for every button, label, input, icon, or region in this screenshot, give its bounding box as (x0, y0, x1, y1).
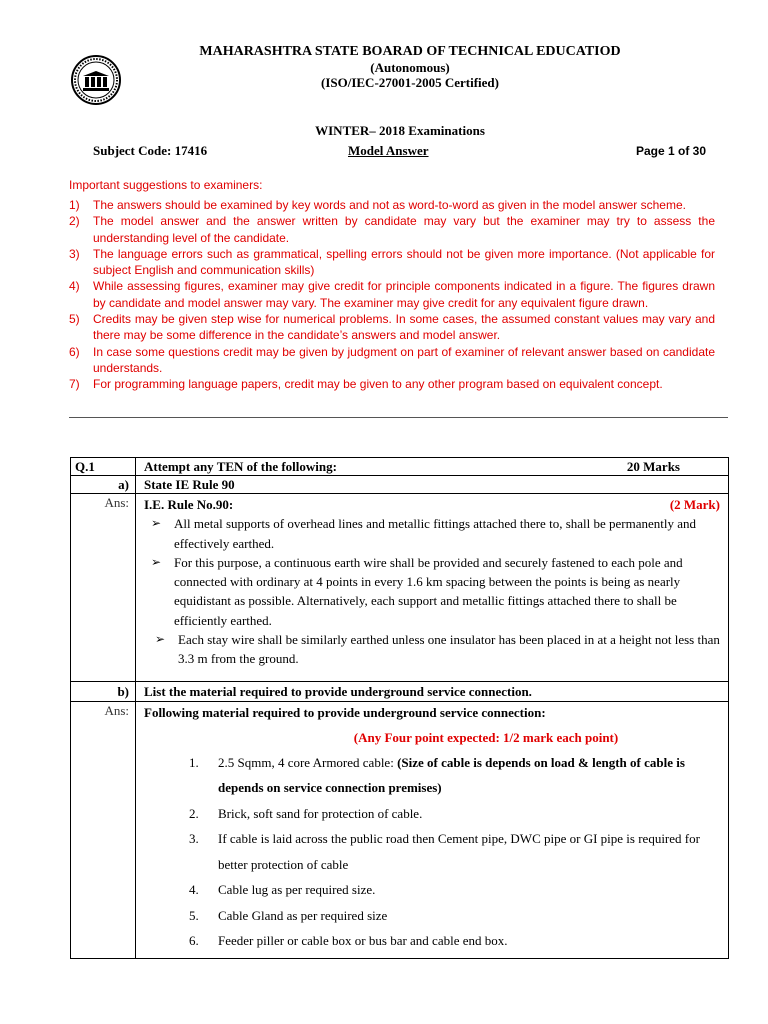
subquestion-label: a) (71, 476, 136, 493)
suggestion-number: 3) (69, 246, 80, 261)
suggestion-text: Credits may be given step wise for numerical problems. In some cases, the assumed constant values may vary and there may be some difference in the candidate’s answers and model answer. (93, 312, 715, 343)
exam-title: WINTER– 2018 Examinations (315, 123, 485, 138)
item-number: 1. (189, 754, 199, 770)
suggestion-number: 6) (69, 344, 80, 359)
point-text: All metal supports of overhead lines and metallic fittings attached there to, shall be permanently and effectively earthed. (174, 516, 697, 551)
subquestion-label: b) (71, 682, 136, 701)
list-item (144, 826, 728, 877)
model-answer-label: Model Answer (348, 143, 429, 158)
suggestion-number: 4) (69, 279, 80, 294)
list-item (144, 553, 728, 630)
suggestion-text: The model answer and the answer written by candidate may vary but the examiner may try to assess the understanding level of the candidate. (93, 214, 715, 245)
table-row (71, 458, 728, 476)
table-row (71, 476, 728, 494)
question-number: Q.1 (71, 458, 136, 475)
page-number: Page 1 of 30 (636, 144, 707, 158)
suggestion-item (69, 213, 715, 246)
suggestion-item (69, 311, 715, 344)
arrow-bullet-icon: ➢ (155, 632, 166, 647)
rule-heading (144, 495, 728, 514)
arrow-bullet-icon: ➢ (151, 554, 162, 569)
divider (69, 417, 728, 418)
suggestion-number: 5) (69, 312, 80, 327)
question-instruction-text: Attempt any TEN of the following: (144, 459, 337, 474)
suggestion-item (69, 278, 715, 311)
answer-body (136, 494, 728, 681)
autonomous-label: (Autonomous) (370, 60, 450, 75)
item-text: If cable is laid across the public road then Cement pipe, DWC pipe or GI pipe is required for better protection of cable (218, 831, 700, 872)
expected-points-note: (Any Four point expected: 1/2 mark each point) (353, 730, 619, 746)
rule-title: I.E. Rule No.90: (144, 497, 234, 512)
item-text: Feeder piller or cable box or bus bar and cable end box. (218, 933, 508, 949)
item-number: 6. (189, 933, 199, 949)
suggestion-text: While assessing figures, examiner may give credit for principle components indicated in a figure. The figures drawn by candidate and model answer may vary. The examiner may give credit for any equivalent figure drawn. (93, 279, 715, 310)
answer-body (136, 702, 728, 958)
suggestion-item (69, 344, 715, 377)
answer-label: Ans: (71, 494, 136, 681)
suggestion-text: The answers should be examined by key words and not as word-to-word as given in the model answer scheme. (93, 198, 686, 212)
suggestions-list (69, 197, 715, 393)
point-text: For this purpose, a continuous earth wire shall be provided and securely fastened to each pole and connected with ordinary at 4 points in every 1.6 km spacing between the points is being as nearly equidistant as possible. Alternatively, each support and metallic fittings attached there to shall be efficiently earthed. (174, 554, 683, 628)
suggestion-text: For programming language papers, credit may be given to any other program based on equivalent concept. (93, 377, 663, 392)
list-item (144, 928, 728, 954)
suggestion-item (69, 246, 715, 279)
item-number: 5. (189, 907, 199, 923)
point-text: Each stay wire shall be similarly earthed unless one insulator has been placed in at a height not less than 3.3 m from the ground. (178, 632, 720, 667)
table-row (71, 494, 728, 682)
item-note: (Size of cable is depends on load & length of cable is depends on service connection premises) (218, 754, 685, 796)
item-number: 3. (189, 831, 199, 847)
list-item (144, 801, 728, 827)
item-text: Cable lug as per required size. (218, 882, 376, 898)
list-item (144, 877, 728, 903)
suggestion-item (69, 197, 715, 213)
answer-label: Ans: (71, 702, 136, 958)
list-item (144, 903, 728, 929)
subquestion-text: List the material required to provide underground service connection. (144, 684, 532, 699)
msbte-logo-icon (70, 54, 122, 106)
suggestion-number: 7) (69, 377, 80, 392)
question-instruction (136, 458, 728, 475)
question-marks: 20 Marks (626, 459, 680, 474)
table-row (71, 702, 728, 958)
board-title: MAHARASHTRA STATE BOARAD OF TECHNICAL EDUCATIOD (199, 44, 621, 59)
item-number: 2. (189, 805, 199, 821)
suggestion-number: 2) (69, 214, 80, 229)
material-list (144, 750, 728, 954)
marks-label: (2 Mark) (669, 497, 720, 512)
item-text: Brick, soft sand for protection of cable. (218, 805, 423, 821)
subquestion-text: State IE Rule 90 (144, 477, 235, 492)
item-text: 2.5 Sqmm, 4 core Armored cable: (218, 754, 398, 770)
suggestion-item (69, 376, 715, 392)
item-text: Cable Gland as per required size (218, 907, 388, 923)
certification-label: (ISO/IEC-27001-2005 Certified) (320, 75, 499, 90)
table-row (71, 682, 728, 702)
question-table (70, 457, 729, 959)
list-item (144, 514, 728, 553)
suggestion-number: 1) (69, 198, 80, 212)
list-item (144, 630, 728, 669)
subject-code: Subject Code: 17416 (93, 143, 208, 158)
answer-intro: Following material required to provide underground service connection: (144, 705, 546, 720)
suggestion-text: In case some questions credit may be given by judgment on part of examiner of relevant answer based on candidate understands. (93, 344, 715, 375)
suggestions-heading: Important suggestions to examiners: (69, 178, 263, 192)
rule-points (144, 514, 728, 668)
list-item (144, 750, 728, 801)
suggestion-text: The language errors such as grammatical, spelling errors should not be given more importance. (Not applicable for subject English and communication skills) (93, 246, 715, 278)
item-number: 4. (189, 882, 199, 898)
arrow-bullet-icon: ➢ (151, 516, 162, 531)
